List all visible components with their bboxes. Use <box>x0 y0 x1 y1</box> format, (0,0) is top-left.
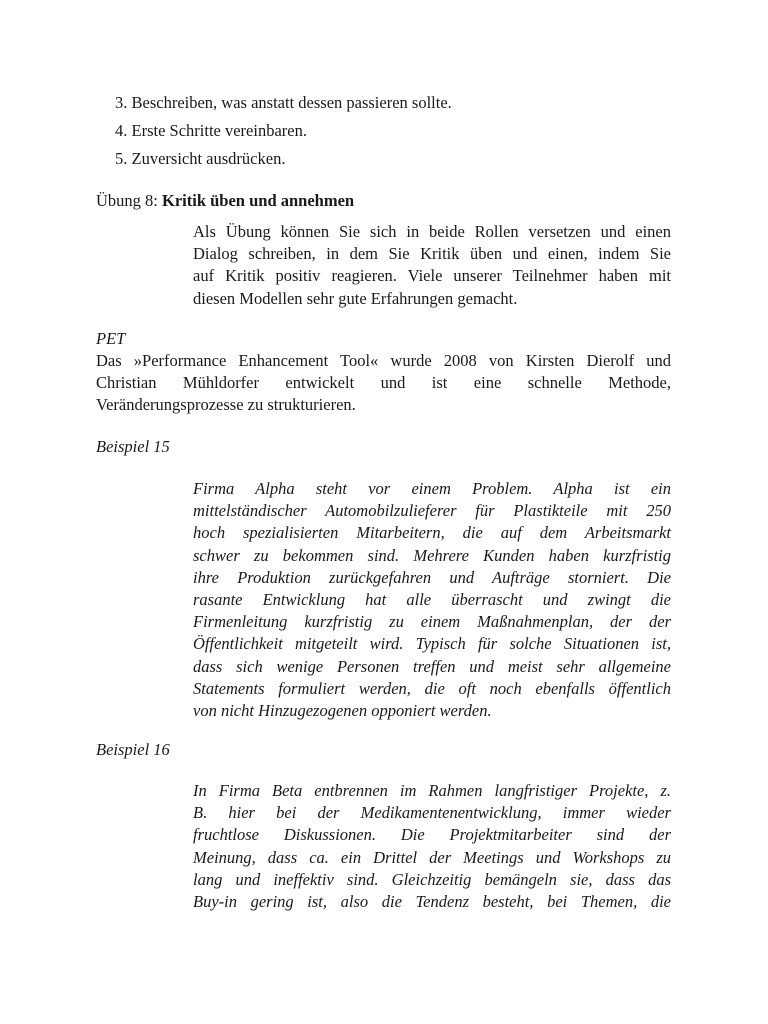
exercise-title: Kritik üben und annehmen <box>162 191 355 210</box>
text-line: Buy-in gering ist, also die Tendenz besteht, bei Themen, die <box>193 892 671 912</box>
pet-paragraph <box>96 350 671 417</box>
text-line: von nicht Hinzugezogenen opponiert werden. <box>193 701 492 721</box>
exercise-heading <box>96 190 354 212</box>
list-item-5: 5. Zuversicht ausdrücken. <box>115 149 286 168</box>
text-line: Statements formuliert werden, die oft noch ebenfalls öffentlich <box>193 678 671 698</box>
text-line: Öffentlichkeit mitgeteilt wird. Typisch für solche Situationen ist, <box>193 634 671 654</box>
text-line: Firma Alpha steht vor einem Problem. Alpha ist ein <box>193 479 671 498</box>
example-15-heading: Beispiel 15 <box>96 437 170 456</box>
text-line: lang und ineffektiv sind. Gleichzeitig bemängeln sie, dass das <box>193 869 671 889</box>
text-line: dass sich wenige Personen treffen und meist sehr allgemeine <box>193 656 671 676</box>
text-line: Christian Mühldorfer entwickelt und ist eine schnelle Methode, <box>96 373 671 393</box>
example-16-heading: Beispiel 16 <box>96 740 170 759</box>
list-item-4: 4. Erste Schritte vereinbaren. <box>115 121 307 140</box>
exercise-prefix: Übung 8: <box>96 191 162 210</box>
text-line: rasante Entwicklung hat alle überrascht und zwingt die <box>193 590 671 610</box>
list-item-3: 3. Beschreiben, was anstatt dessen passieren sollte. <box>115 93 452 112</box>
text-line: auf Kritik positiv reagieren. Viele unserer Teilnehmer haben mit <box>193 266 671 286</box>
text-line: Das »Performance Enhancement Tool« wurde 2008 von Kirsten Dierolf und <box>96 351 671 370</box>
text-line: diesen Modellen sehr gute Erfahrungen gemacht. <box>193 288 518 308</box>
text-line: mittelständischer Automobilzulieferer für Plastikteile mit 250 <box>193 501 671 521</box>
text-line: Firmenleitung kurzfristig zu einem Maßnahmenplan, der der <box>193 612 671 632</box>
text-line: hoch spezialisierten Mitarbeitern, die auf dem Arbeitsmarkt <box>193 523 671 543</box>
text-line: Veränderungsprozesse zu strukturieren. <box>96 395 356 415</box>
example-16-text <box>193 780 671 913</box>
text-line: ihre Produktion zurückgefahren und Aufträge storniert. Die <box>193 567 671 587</box>
exercise-text <box>193 221 671 310</box>
example-15-text <box>193 478 671 722</box>
text-line: fruchtlose Diskussionen. Die Projektmitarbeiter sind der <box>193 825 671 845</box>
text-line: schwer zu bekommen sind. Mehrere Kunden haben kurzfristig <box>193 545 671 565</box>
text-line: Als Übung können Sie sich in beide Rollen versetzen und einen <box>193 222 671 241</box>
text-line: Meinung, dass ca. ein Drittel der Meetings und Workshops zu <box>193 847 671 867</box>
text-line: Dialog schreiben, in dem Sie Kritik üben und einen, indem Sie <box>193 244 671 264</box>
pet-heading: PET <box>96 329 126 348</box>
text-line: In Firma Beta entbrennen im Rahmen langfristiger Projekte, z. <box>193 781 671 800</box>
text-line: B. hier bei der Medikamentenentwicklung, immer wieder <box>193 803 671 823</box>
